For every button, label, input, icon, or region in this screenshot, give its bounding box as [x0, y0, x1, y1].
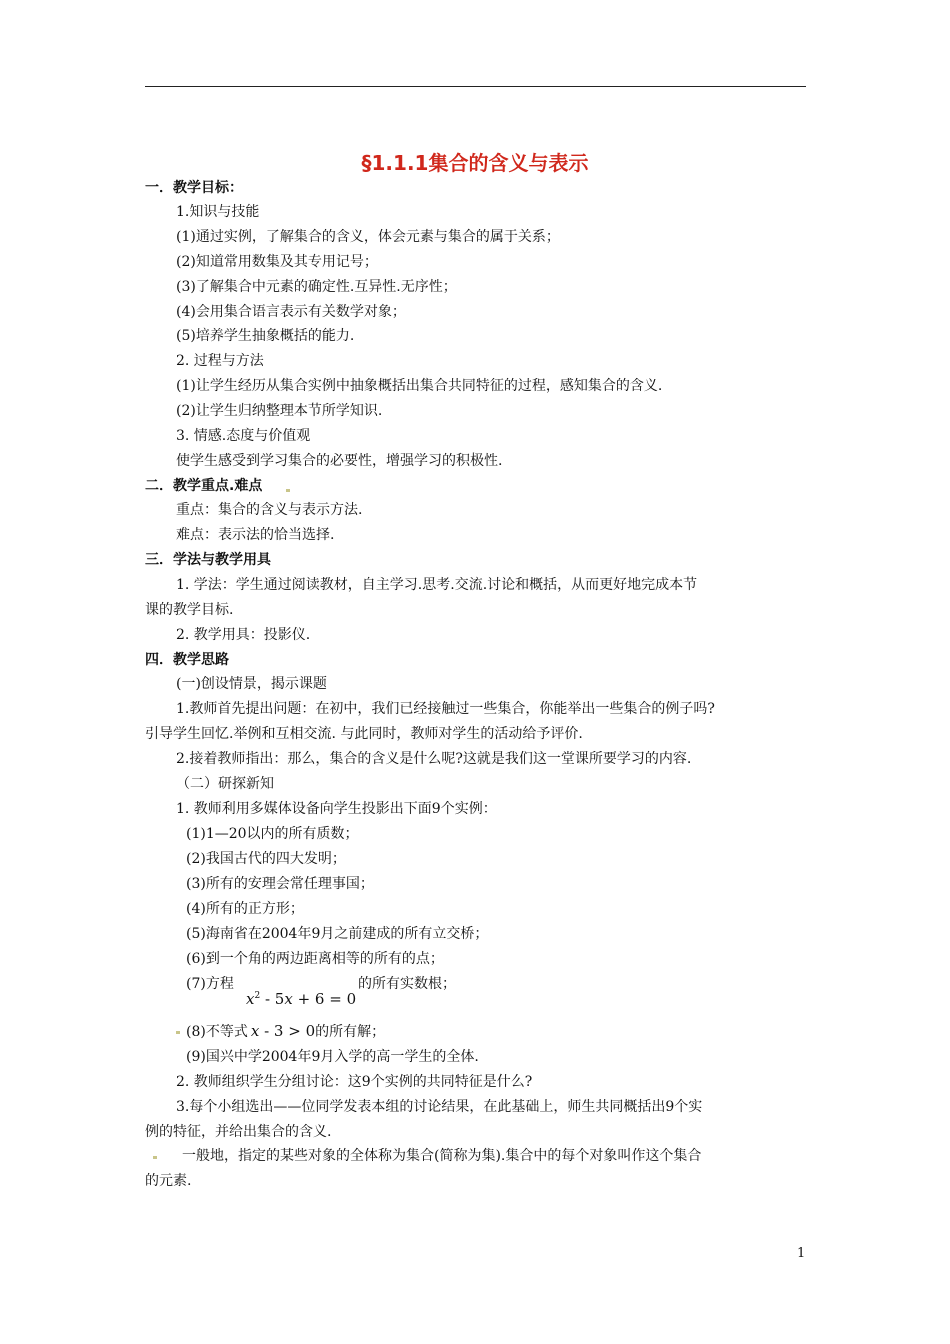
subheading-new-knowledge: （二）研探新知	[176, 776, 274, 792]
equation	[246, 986, 356, 1009]
math-exponent: 2	[254, 991, 261, 1001]
example-item: (1)1—20以内的所有质数；	[186, 826, 359, 842]
example-item: (3)所有的安理会常任理事国；	[186, 876, 374, 892]
page-number: 1	[797, 1246, 806, 1261]
paragraph: 1. 教师利用多媒体设备向学生投影出下面9个实例：	[176, 801, 497, 817]
paragraph: 重点：集合的含义与表示方法.	[176, 502, 363, 518]
example-item	[186, 974, 234, 994]
paragraph: 3.每个小组选出——位同学发表本组的讨论结果，在此基础上，师生共同概括出9个实	[176, 1099, 703, 1115]
section-heading-focus: 二．教学重点.难点	[145, 478, 263, 494]
math-term: - 5	[260, 990, 285, 1008]
paragraph: 2. 教师组织学生分组讨论：这9个实例的共同特征是什么?	[176, 1074, 533, 1090]
mark-dot	[286, 489, 290, 492]
paragraph: 的元素.	[145, 1173, 192, 1189]
section-heading-objectives: 一．教学目标：	[145, 180, 243, 196]
math-var: x	[284, 990, 293, 1008]
header-rule	[145, 86, 806, 87]
math-term: + 6 = 0	[292, 990, 357, 1008]
paragraph: 一般地，指定的某些对象的全体称为集合(简称为集).集合中的每个对象叫作这个集合	[182, 1148, 702, 1164]
subheading-scenario: (一)创设情景，揭示课题	[176, 676, 327, 692]
example-suffix: 的所有解；	[315, 1024, 386, 1040]
paragraph: 1. 学法：学生通过阅读教材，自主学习.思考.交流.讨论和概括，从而更好地完成本节	[176, 577, 698, 593]
example-item: (5)海南省在2004年9月之前建成的所有立交桥；	[186, 926, 489, 942]
inequality	[251, 1022, 315, 1040]
example-item: (2)我国古代的四大发明；	[186, 851, 346, 867]
paragraph: 2. 教学用具：投影仪.	[176, 627, 311, 643]
section-heading-methods: 三．学法与教学用具	[145, 552, 271, 568]
example-prefix: (8)不等式	[186, 1024, 248, 1040]
list-item: (2)让学生归纳整理本节所学知识.	[176, 403, 383, 419]
paragraph: 难点：表示法的恰当选择.	[176, 527, 335, 543]
paragraph: 课的教学目标.	[145, 602, 234, 618]
example-item: (9)国兴中学2004年9月入学的高一学生的全体.	[186, 1049, 479, 1065]
subheading-knowledge: 1.知识与技能	[176, 204, 260, 220]
section-heading-approach: 四．教学思路	[145, 652, 229, 668]
example-item	[186, 1021, 385, 1042]
subheading-attitude: 3. 情感.态度与价值观	[176, 428, 311, 444]
paragraph: 使学生感受到学习集合的必要性，增强学习的积极性.	[176, 453, 503, 469]
list-item: (2)知道常用数集及其专用记号；	[176, 254, 378, 270]
list-item: (3)了解集合中元素的确定性.互异性.无序性；	[176, 279, 457, 295]
math-var: x	[250, 1022, 260, 1040]
mark-dot	[176, 1031, 180, 1034]
list-item: (4)会用集合语言表示有关数学对象；	[176, 304, 406, 320]
example-item: (6)到一个角的两边距离相等的所有的点；	[186, 951, 444, 967]
paragraph: 1.教师首先提出问题：在初中，我们已经接触过一些集合，你能举出一些集合的例子吗?	[176, 701, 715, 717]
paragraph: 例的特征，并给出集合的含义.	[145, 1124, 332, 1140]
example-suffix: 的所有实数根；	[358, 976, 456, 992]
example-prefix: (7)方程	[186, 976, 234, 992]
math-term: - 3 > 0	[259, 1022, 316, 1040]
mark-dot	[153, 1156, 157, 1159]
list-item: (1)让学生经历从集合实例中抽象概括出集合共同特征的过程，感知集合的含义.	[176, 378, 663, 394]
math-var: x	[246, 990, 255, 1008]
list-item: (1)通过实例，了解集合的含义，体会元素与集合的属于关系；	[176, 229, 560, 245]
subheading-process: 2. 过程与方法	[176, 353, 264, 369]
example-item: (4)所有的正方形；	[186, 901, 304, 917]
paragraph: 2.接着教师指出：那么，集合的含义是什么呢?这就是我们这一堂课所要学习的内容.	[176, 751, 692, 767]
list-item: (5)培养学生抽象概括的能力.	[176, 328, 355, 344]
page-title: §1.1.1集合的含义与表示	[361, 151, 589, 175]
paragraph: 引导学生回忆.举例和互相交流. 与此同时，教师对学生的活动给予评价.	[145, 726, 583, 742]
